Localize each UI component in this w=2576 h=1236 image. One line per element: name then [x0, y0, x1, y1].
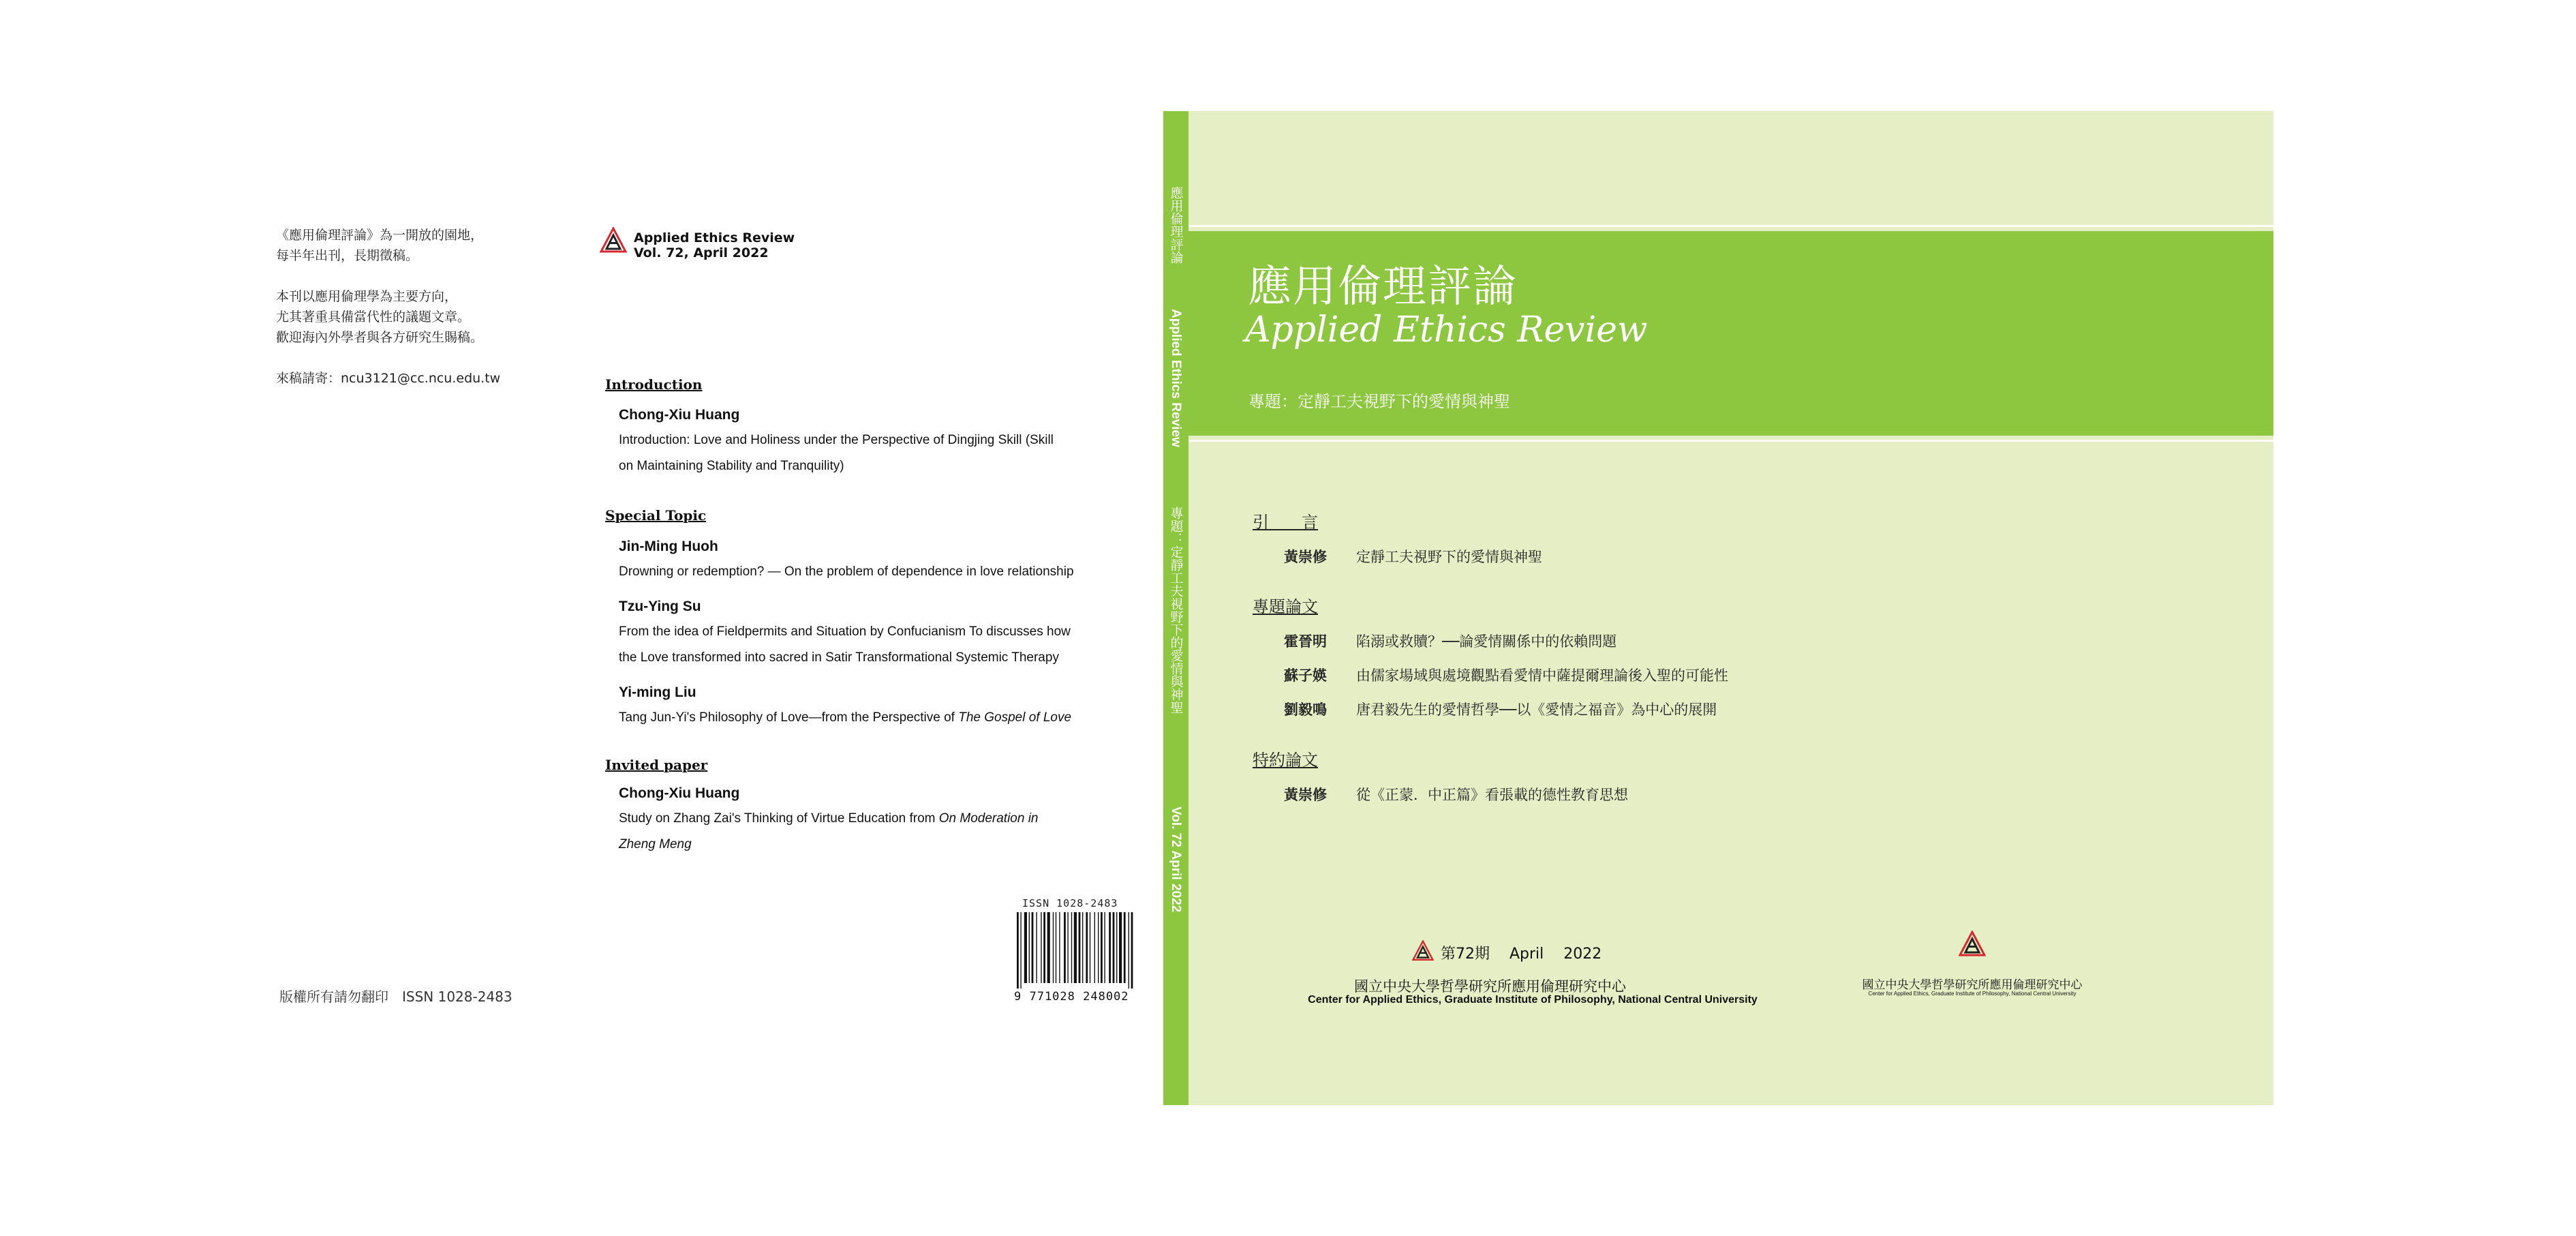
spine-title-cn: 應用倫理評論: [1168, 186, 1183, 264]
title-band: [1189, 231, 2273, 436]
cover-author: 霍晉明: [1284, 633, 1327, 650]
spine-title-en: Applied Ethics Review: [1169, 309, 1183, 447]
publisher-en: Center for Applied Ethics, Graduate Institute of Philosophy, National Central University: [1308, 994, 1758, 1006]
paper-title-line: [619, 832, 1150, 858]
publisher-logo-icon: [1959, 931, 1986, 958]
cover-paper-title: 唐君毅先生的愛情哲學──以《愛情之福音》為中心的展開: [1356, 702, 1717, 718]
paper-title: [619, 705, 1150, 731]
journal-logo-icon: [600, 227, 627, 254]
intro-line: 《應用倫理評論》為一開放的園地，: [276, 228, 484, 243]
section-title-special-topic: Special Topic: [605, 507, 707, 524]
cover-paper-title: 由儒家場域與處境觀點看愛情中薩提爾理論後入聖的可能性: [1356, 667, 1728, 684]
cover-paper-title: 從《正蒙．中正篇》看張載的德性教育思想: [1356, 787, 1628, 803]
paper-title: Drowning or redemption? — On the problem of dependence in love relationship: [619, 564, 1074, 579]
cover-title-en: Applied Ethics Review: [1245, 310, 1648, 350]
intro-paragraph-2: [276, 286, 549, 348]
author: Chong-Xiu Huang: [619, 407, 740, 423]
logo-publisher-en: Center for Applied Ethics, Graduate Institute of Philosophy, National Central University: [1868, 991, 2076, 997]
back-cover-intro: [276, 225, 549, 409]
section-title-introduction: Introduction: [605, 376, 703, 393]
paper-title-text: Tang Jun-Yi's Philosophy of Love—from the Perspective of: [619, 710, 959, 725]
author: Jin-Ming Huoh: [619, 539, 718, 554]
publisher-cn: 國立中央大學哲學研究所應用倫理研究中心: [1354, 978, 1626, 995]
paper-title-line: the Love transformed into sacred in Satir Transformational Systemic Therapy: [619, 650, 1059, 665]
cover-author: 蘇子媖: [1284, 667, 1327, 684]
intro-line: 尤其著重具備當代性的議題文章。: [276, 310, 471, 325]
band-divider: [1189, 225, 2273, 227]
copyright-notice: 版權所有請勿翻印 ISSN 1028-2483: [279, 989, 512, 1005]
intro-line: 本刊以應用倫理學為主要方向，: [276, 289, 458, 304]
paper-title-line: From the idea of Fieldpermits and Situation by Confucianism To discusses how: [619, 624, 1071, 639]
author: Tzu-Ying Su: [619, 599, 701, 614]
cover-paper-title: 陷溺或救贖？──論愛情關係中的依賴問題: [1356, 633, 1617, 650]
intro-line: 歡迎海內外學者與各方研究生賜稿。: [276, 330, 484, 345]
paper-title-italic: On Moderation in: [938, 811, 1039, 826]
cover-topic: 專題：定靜工夫視野下的愛情與神聖: [1248, 392, 1510, 411]
journal-name: Applied Ethics Review: [634, 230, 795, 245]
cover-author: 劉毅鳴: [1284, 701, 1327, 718]
journal-issue: Vol. 72, April 2022: [634, 245, 769, 260]
paper-title: [619, 806, 1150, 858]
paper-title: [619, 619, 1150, 671]
issue-year: 2022: [1563, 946, 1602, 963]
journal-header: [634, 230, 795, 260]
intro-paragraph-3: [276, 368, 549, 389]
paper-title-italic: The Gospel of Love: [958, 710, 1072, 725]
cover-logo-icon: [1412, 940, 1434, 962]
barcode-bars: [1014, 912, 1144, 989]
isbn-barcode: [1014, 897, 1144, 1009]
spine: [1163, 111, 1189, 1105]
cover-section-intro: 引 言: [1253, 513, 1318, 532]
cover-issue: [1441, 942, 1616, 963]
intro-line: 每半年出刊，長期徵稿。: [276, 248, 419, 263]
paper-title: [619, 427, 1150, 479]
spine-topic: 專題：定靜工夫視野下的愛情與神聖: [1168, 507, 1183, 714]
cover-title-cn: 應用倫理評論: [1248, 262, 1518, 312]
logo-publisher-cn: 國立中央大學哲學研究所應用倫理研究中心: [1862, 978, 2083, 992]
paper-title-line: [619, 806, 1150, 832]
barcode-issn-label: ISSN 1028-2483: [1022, 897, 1118, 909]
submission-email: 來稿請寄：ncu3121@cc.ncu.edu.tw: [276, 371, 501, 386]
front-cover: [1189, 111, 2273, 1105]
section-title-invited-paper: Invited paper: [605, 757, 708, 773]
issue-month: April: [1509, 946, 1544, 963]
author: Yi-ming Liu: [619, 684, 696, 700]
paper-title-italic: Zheng Meng: [619, 837, 692, 851]
paper-title-line: on Maintaining Stability and Tranquility): [619, 459, 844, 473]
paper-title-text: Study on Zhang Zai's Thinking of Virtue Education from: [619, 811, 939, 826]
cover-author: 黃崇修: [1284, 548, 1327, 565]
intro-paragraph-1: [276, 225, 549, 266]
spine-issue: Vol. 72 April 2022: [1169, 807, 1183, 913]
band-divider: [1189, 440, 2273, 442]
cover-section-invited: 特約論文: [1253, 751, 1318, 770]
cover-section-special: 專題論文: [1253, 597, 1318, 616]
author: Chong-Xiu Huang: [619, 785, 740, 801]
cover-author: 黃崇修: [1284, 786, 1327, 803]
barcode-digits: 9 771028 248002: [1014, 990, 1129, 1004]
paper-title-line: Introduction: Love and Holiness under the Perspective of Dingjing Skill (Skill: [619, 433, 1054, 447]
cover-paper-title: 定靜工夫視野下的愛情與神聖: [1356, 549, 1542, 565]
issue-number: 第72期: [1441, 946, 1490, 963]
